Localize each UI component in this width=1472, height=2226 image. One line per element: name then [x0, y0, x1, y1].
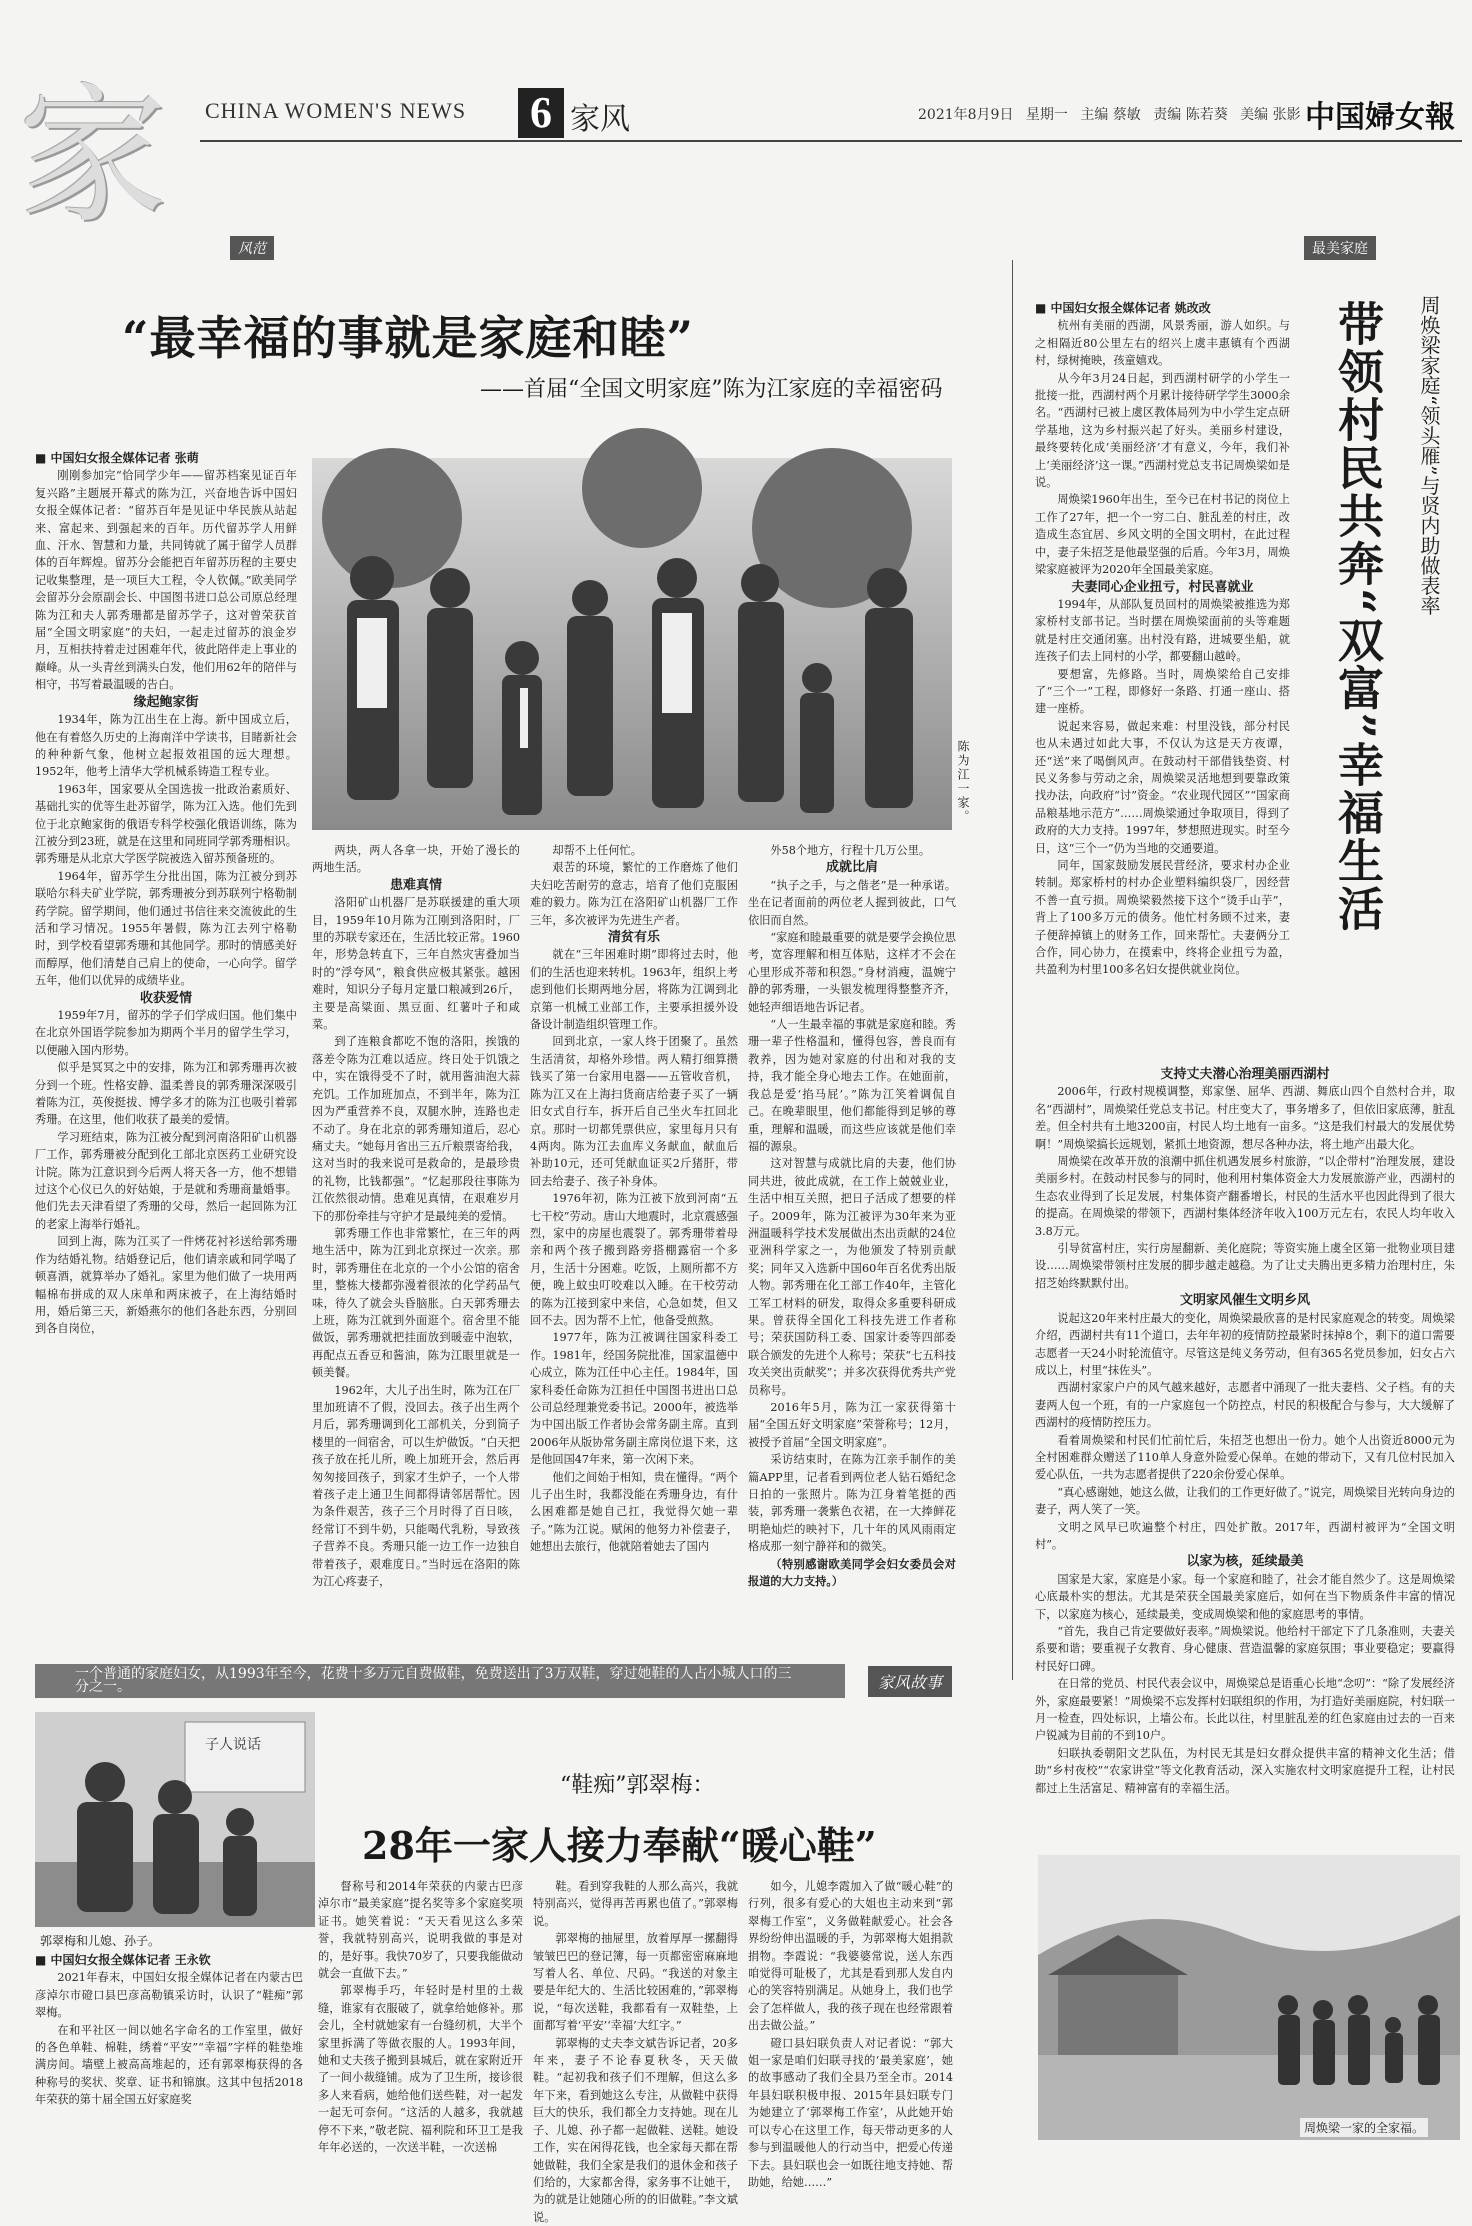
article-column-3: [530, 842, 738, 1636]
paragraph: 1976年初，陈为江被下放到河南“五七干校”劳动。唐山大地震时，北京震感强烈，家中的房屋也震裂了。郭秀珊带着母亲和两个孩子搬到路旁搭棚露宿一个多月，生活十分困难。吃饭，上厕所都不方便，晚上蚊虫叮咬难以入睡。在干校劳动的陈为江接到家中来信，心急如焚，但又回不去。因为帮不上忙，他备受煎熬。: [530, 1192, 738, 1327]
paragraph: 郭翠梅的抽屉里，放着厚厚一摞翻得皱皱巴巴的登记簿，每一页都密密麻麻地写着人名、单位、尺码。“我送的对象主要是年纪大的、生活比较困难的，”郭翠梅说，“每次送鞋，我都看有一双鞋垫，上面都写着‘平安’‘幸福’大红字。”: [533, 1932, 738, 2033]
story-column-2: [318, 1878, 523, 2155]
paragraph: 刚刚参加完“恰同学少年——留苏档案见证百年复兴路”主题展开幕式的陈为江，兴奋地告诉中国妇女报全媒体记者：“留苏百年是见证中华民族从站起来、富起来、到强起来的百年。历代留苏学人用鲜血、汗水、智慧和力量，共同铸就了属于留学人员群体的百年辉煌。留苏分会能把百年留苏历程的主要史记收集整理，是一项巨大工程，令人钦佩。”欧美同学会留苏分会原副会长、中国图书进口总公司原总经理陈为江和夫人郭秀珊都是留苏学子，这对曾荣获首届“全国文明家庭”的夫妇，一起走过留苏的浪金岁月，互相扶持着走过困难年代，彼此陪伴走上事业的巅峰。从一头青丝到满头白发，他们用62年的陪伴与相守，书写着最温暖的告白。: [35, 469, 297, 692]
section-heading: 收获爱情: [139, 990, 192, 1006]
story-column-4: [748, 1878, 953, 2189]
paragraph: “人一生最幸福的事就是家庭和睦。秀珊一辈子性格温和，懂得包容，善良而有教养，因为她对家庭的付出和对我的支持，我才能全身心地去工作。在她面前，我总是爱‘掐马屁’。”陈为江笑着调侃自己。在晚辈眼里，他们都能得到足够的尊重，理解和温暖，而这些应该就是他们幸福的源泉。: [748, 1018, 956, 1153]
paragraph: 郭翠梅手巧，年轻时是村里的土裁缝，谁家有衣服破了，就拿给她修补。那会儿，全村就她家有一台缝纫机，大半个家里拆满了等做衣服的人。1993年间，她和丈夫孩子搬到县城后，就在家附近开了一间小裁缝铺。成为了卫生所，接诊很多人来看病，她给他们送些鞋，对一起发一起无可奈何。“这活的人越多，我就越停不下来，”敬老院、福利院和环卫工是我年年必送的，一次送半鞋，一次送棉: [318, 1984, 523, 2155]
paper-english-name: CHINA WOMEN'S NEWS: [205, 98, 467, 123]
photo-caption: 陈为江一家。: [956, 740, 970, 824]
chief-editor: 主编 蔡敏: [1080, 107, 1141, 123]
paragraph: 2016年5月，陈为江一家获得第十届“全国五好文明家庭”荣誉称号；12月，被授予首届“全国文明家庭”。: [748, 1401, 956, 1449]
column-tag: 风范: [230, 236, 274, 260]
paragraph: 似乎是冥冥之中的安排，陈为江和郭秀珊再次被分到一个班。性格安静、温柔善良的郭秀珊深深吸引着陈为江，英俊挺拔、博学多才的陈为江也吸引着郭秀珊。在这里，他们收获了最美的爱情。: [35, 1061, 297, 1127]
article-column-2: [312, 842, 520, 1636]
paragraph: 文明之风早已吹遍整个村庄，四处扩散。2017年，西湖村被评为“全国文明村”。: [1035, 1520, 1455, 1551]
section-big-character: 家: [18, 70, 169, 244]
right-column-tag: 最美家庭: [1304, 236, 1376, 260]
paragraph: 要想富，先修路。当时，周焕梁给自己安排了“三个一”工程，即修好一条路、打通一座山、搭建一座桥。: [1035, 667, 1290, 716]
paragraph: 2006年，行政村规模调整，郑家堡、屈华、西湖、舞底山四个自然村合并，取名“西湖村”，周焕梁任党总支书记。村庄变大了，事务增多了，但依旧家底薄，脏乱差。但全村共有土地3200亩，村民人均土地有一亩多。“这是我们村最大的发展优势啊！”周焕梁搞长远规划，紧抓土地资源，想尽各种办法，将土地产出最大化。: [1035, 1085, 1455, 1151]
section-name: 家风: [570, 102, 630, 137]
paragraph: 就在“三年困难时期”即将过去时，他们的生活也迎来转机。1963年，组织上考虑到他们长期两地分居，将陈为江调到北京第一机械工业部工作，主要承担援外设备设计制造组织管理工作。: [530, 948, 738, 1032]
paragraph: 这对智慧与成就比肩的夫妻，他们协同共进，彼此成就，在工作上兢兢业业，生活中相互关照，把日子活成了想要的样子。2009年，陈为江被评为30年来为亚洲温暖科学技术发展做出杰出贡献的24位亚洲科学家之一，为他颁发了特别贡献奖；同年又入选新中国60年百名优秀出版人物。郭秀珊在化工部工作40年，主管化工军工材料的研发，取得众多重要科研成果。曾获得全国化工科技先进工作者称号；荣获国防科工委、国家计委等四部委联合颁发的先进个人称号；荣获“七五科技攻关突出贡献奖”；并多次获得优秀共产党员称号。: [748, 1157, 956, 1397]
paragraph: “首先，我自己肯定要做好表率。”周焕梁说。他给村干部定下了几条准则，夫妻关系要和谐；要重视子女教育、身心健康、营造温馨的家庭氛围；事业要稳定；要赢得村民好口碑。: [1035, 1625, 1455, 1673]
art-editor: 美编 张影: [1240, 107, 1301, 123]
story-photo: [35, 1712, 315, 1927]
right-title: 带领村民共奔“双富”幸福生活: [1331, 300, 1385, 933]
story-column-1: [35, 1952, 303, 2152]
column-divider: [1012, 260, 1013, 1680]
paragraph: 磴口县妇联负责人对记者说：“郭大姐一家是咱们妇联寻找的‘最美家庭’，她的故事感动了我们全县乃至全市。2014年县妇联积极申报、2015年县妇联专门为她建立了‘郭翠梅工作室’，从此她开始可以专心在这里工作，每天带动更多的人参与到温暖他人的行动当中，把爱心传递下去。县妇联也会一如既往地支持她、帮助她，给她……”: [748, 2036, 953, 2189]
story-column-tag: 家风故事: [868, 1666, 952, 1697]
paragraph: 学习班结束，陈为江被分配到河南洛阳矿山机器厂工作，郭秀珊被分配到化工部北京医药工业研究设计院。陈为江意识到今后两人将天各一方，他不想错过这个心仪已久的好姑娘，于是就和秀珊商量婚事。他们先去天津看望了秀珊的父母，然后一起回陈为江的老家上海举行婚礼。: [35, 1130, 297, 1231]
paragraph: 鞋。看到穿我鞋的人那么高兴，我就特别高兴，觉得再苦再累也值了。”郭翠梅说。: [533, 1880, 738, 1928]
paragraph: 周焕梁在改革开放的浪潮中抓住机遇发展乡村旅游，“以企带村”治理发展，建设美丽乡村。在鼓动村民参与的同时，他利用村集体资金大力发展旅游产业，西湖村的生态农业得到了长足发展，村集体资产翻番增长，村民的生活水平也因此得到了很大的提高。在周焕梁的带领下，西湖村集体经济年收入100万元左右，农民人均年收入3.8万元。: [1035, 1155, 1455, 1238]
paragraph: 他们之间始于相知，贵在懂得。“两个儿子出生时，我都没能在秀珊身边，有什么困难都是她自己扛，我觉得欠她一辈子。”陈为江说。赋闲的他努力补偿妻子，她想出去旅行，他就陪着她去了国内: [530, 1470, 738, 1554]
right-family-photo: [1038, 1855, 1460, 2140]
paragraph: 妇联执委朝阳文艺队伍，为村民无其是妇女群众提供丰富的精神文化生活；借助“乡村夜校”“农家讲堂”等文化教育活动，深入实施农村文明家庭提升工程，让村民都过上生活富足、精神富有的幸福生活。: [1035, 1746, 1455, 1795]
article-column-1: [35, 450, 297, 1636]
masthead-logo: 中国婦女報: [1305, 100, 1455, 135]
section-heading: 夫妻同心企业扭亏，村民喜就业: [1071, 579, 1254, 595]
paragraph: 1964年，留苏学生分批出国，陈为江被分到苏联哈尔科夫矿业学院，郭秀珊被分到苏联列宁格勒制药学院。留学期间，他们通过书信往来交流彼此的生活和学习情况。1955年暑假，陈为江去列宁格勒时，到学校看望郭秀珊和其他同学。那时的情感美好而醇厚，他们清楚自己肩上的使命，一心向学。留学五年，他们以优异的成绩毕业。: [35, 869, 297, 988]
section-heading: 患难真情: [389, 877, 442, 893]
header-rule: [200, 140, 1462, 142]
section-heading: 缘起鲍家街: [133, 694, 199, 710]
paragraph: 周焕梁1960年出生，至今已在村书记的岗位上工作了27年，把一个一穷二白、脏乱差的村庄，改造成生态宜居、乡风文明的全国文明村，在此过程中，妻子朱招芝是他最坚强的后盾。今年3月，周焕梁家庭被评为2020年全国最美家庭。: [1035, 493, 1290, 577]
article-title: “最幸福的事就是家庭和睦”: [122, 311, 694, 365]
paragraph: 1959年7月，留苏的学子们学成归国。他们集中在北京外国语学院参加为期两个半月的留学生学习，以便融入国内形势。: [35, 1009, 297, 1057]
paragraph: 两块，两人各拿一块，开始了漫长的两地生活。: [312, 844, 520, 875]
paragraph: 在和平社区一间以她名字命名的工作室里，做好的各色单鞋、棉鞋，绣着“平安”“幸福”字样的鞋垫堆满房间。墙壁上被高高堆起的，还有郭翠梅获得的各种称号的奖状、奖章、证书和锦旗。这其中包括2018年荣获的第十届全国五好家庭奖: [35, 2023, 303, 2107]
section-heading: 支持丈夫潜心治理美丽西湖村: [1160, 1067, 1330, 1082]
paragraph: “家庭和睦最重要的就是要学会换位思考，宽容理解和相互体贴，这样才不会在心里形成芥蒂和积怨。”身材消瘦，温婉宁静的郭秀珊，一头银发梳理得整整齐齐，她轻声细语地告诉记者。: [748, 931, 956, 1014]
section-heading: 清贫有乐: [607, 930, 660, 946]
right-byline: ■ 中国妇女报全媒体记者 姚改改: [1035, 300, 1290, 317]
paragraph: 2021年春末，中国妇女报全媒体记者在内蒙古巴彦淖尔市磴口县巴彦高勒镇采访时，认识了“鞋痴”郭翠梅。: [35, 1971, 303, 2020]
paragraph: 说起来容易，做起来难：村里没钱，部分村民也从未遇过如此大事，不仅认为这是天方夜谭，还“送”来了喝倒风声。在鼓动村干部借钱垫资、村民义务参与劳动之余，周焕梁灵活地想到要靠政策找办法，向政府“讨”资金。“农业现代园区”“国家商品粮基地示范方”……周焕梁通过争取项目，得到了政府的大力支持。1997年，梦想照进现实。时至今日，这“三个一”仍为当地的交通要道。: [1035, 719, 1290, 855]
story-column-3: [533, 1878, 738, 2224]
paragraph: 如今，儿媳李霞加入了做“暖心鞋”的行列，很多有爱心的大姐也主动来到“郭翠梅工作室”，义务做鞋献爱心。社会各界纷纷伸出温暖的手，为郭翠梅大姐捐款捐物。李霞说：“我婆婆常说，送人东西咱觉得可耻极了，尤其是看到那人发自内心的笑容特别满足。从她身上，我们也学会了怎样做人，我的孩子现在也经常跟着出去做公益。”: [748, 1880, 953, 2033]
paragraph: 1977年，陈为江被调往国家科委工作。1981年，经国务院批准，国家温德中心成立，陈为江任中心主任。1984年，国家科委任命陈为江担任中国图书进出口总公司总经理兼党委书记。2000年，被选举为中国出版工作者协会常务副主席。直到2006年从版协常务副主席岗位退下来，这是他回国47年来，第一次闲下来。: [530, 1331, 738, 1467]
paragraph: 郭秀珊工作也非常繁忙，在三年的两地生活中，陈为江到北京探过一次亲。那时，郭秀珊住在北京的一个小公馆的宿舍里，整栋大楼都弥漫着很浓的化学药品气味，待久了就会头昏脑胀。白天郭秀珊去上班，陈为江就到外面逛个。宿舍里不能做饭，郭秀珊就把挂面放到暖壶中泡软，再配点五香豆和酱油，陈为江眼里就是一顿美餐。: [312, 1226, 520, 1380]
paragraph: 说起这20年来村庄最大的变化，周焕梁最欣喜的是村民家庭观念的转变。周焕梁介绍，西湖村共有11个道口，去年年初的疫情防控最紧时抹掉8个，剩下的道口需要志愿者一天24小时轮流值守。尽管这是纯义务劳动，但有365名党员参加，妇女占六成以上，村里“抹佐头”。: [1035, 1311, 1455, 1377]
paragraph: 1994年，从部队复员回村的周焕梁被推选为郑家桥村支部书记。当时摆在周焕梁面前的头等难题就是村庄交通闭塞。出村没有路，进城要坐船，就连孩子们去上同村的小学，都要翻山越岭。: [1035, 597, 1290, 664]
article-column-4: [748, 842, 956, 1636]
paragraph: 看着周焕梁和村民们忙前忙后，朱招芝也想出一份力。她个人出资近8000元为全村困难群众赠送了110单人身意外险爱心保单。在她的带动下，又有几位村民加入爱心队伍，一共为志愿者提供了220余份爱心保单。: [1035, 1433, 1455, 1482]
header-info: [918, 104, 1309, 124]
story-photo-caption: 郭翠梅和儿媳、孙子。: [40, 1934, 161, 1948]
paragraph: 引导贫富村庄，实行房屋翻新、美化庭院；等资实施上虞全区第一批物业项目建设……周焕梁带领村庄发展的脚步越走越稳。为了让丈夫腾出更多精力治理村庄，朱招芝始终默默付出。: [1035, 1242, 1455, 1290]
right-kicker: 周焕梁家庭“领头雁”与贤内助做表率: [1417, 295, 1441, 616]
paragraph: 到了连粮食都吃不饱的洛阳，挨饿的落差令陈为江难以适应。终日处于饥饿之中，实在饿得受不了时，就用酱油泡大蒜充饥。工作加班加点，不到半年，陈为江因为严重营养不良，双腿水肿，连路也走不动了。身在北京的郭秀珊知道后，忍心痛丈夫。“她每月省出三五斤粮票寄给我，这对当时的我来说可是救命的，是最珍贵的礼物，比钱都强”。“忆起那段往事陈为江依然很动情。患难见真情，在艰难岁月下的那份牵挂与守护才是最纯美的爱情。: [312, 1035, 520, 1223]
page-number: 6: [518, 88, 564, 138]
story-photo-illustration: [35, 1712, 315, 1927]
paragraph: 回到北京，一家人终于团聚了。虽然生活清贫，却格外珍惜。两人精打细算攒钱买了第一台家用电器——五管收音机，陈为江又在上海扫货商店给妻子买了一辆旧女式自行车，拆开后自己坐火车扛回北京。那时一切都凭票供应，家里每月只有4两肉。陈为江去血库义务献血，献血后补助10元，还可凭献血证买2斤猪肝，带回去给妻子、孩子补身体。: [530, 1035, 738, 1188]
paragraph: 杭州有美丽的西湖，风景秀丽，游人如织。与之相隔近80公里左右的绍兴上虞丰惠镇有个西湖村，绿树掩映，孩童嬉戏。: [1035, 319, 1290, 368]
story-photo-sign: 子人说话: [205, 1737, 261, 1753]
paragraph: 1963年，国家要从全国选拔一批政治素质好、基础扎实的优等生赴苏留学，陈为江入选。他们先到位于北京鲍家街的俄语专科学校强化俄语训练，陈为江被分到23班，就是在这里和同班同学郭秀珊相识。郭秀珊是从北京大学医学院被选入留苏预备班的。: [35, 782, 297, 866]
story-byline: ■ 中国妇女报全媒体记者 王永钦: [35, 1952, 303, 1969]
family-photo: [312, 458, 952, 830]
issue-date: 2021年8月9日: [918, 107, 1014, 123]
paragraph: 同年，国家鼓励发展民营经济，要求村办企业转制。郑家桥村的村办企业塑料编织袋厂，因经营不善一直亏损。周焕梁毅然接下这个“烫手山芋”，背上了100多万元的债务。他忙村务顾不过来，妻子便辞掉镇上的财务工作，回来帮忙。夫妻俩分工合作，同心协力，在摸索中，终将企业扭亏为盈，共盈利为村里100多名妇女提供就业岗位。: [1035, 859, 1290, 977]
paragraph: 洛阳矿山机器厂是苏联援建的重大项目，1959年10月陈为江刚到洛阳时，厂里的苏联专家还在，生活比较正常。1960年，形势急转直下，三年自然灾害叠加当时的“浮夸风”，粮食供应极其紧张。越困难时，知识分子每月定量口粮减到26斤，主要是高粱面、黑豆面、红薯叶子和咸菜。: [312, 896, 520, 1032]
paragraph: 回到上海，陈为江买了一件烤花衬衫送给郭秀珊作为结婚礼物。结婚登记后，他们请亲戚和同学喝了顿喜酒，就算举办了婚礼。家里为他们做了一块用两幅棉布拼成的双人床单和两床被子，在上海结婚时用，婚后第三天，新婚燕尔的他们各赴东西，分别回到各自岗位，: [35, 1235, 297, 1336]
acknowledgement-note: （特别感谢欧美同学会妇女委员会对报道的大力支持。）: [748, 1556, 956, 1589]
right-photo-caption: 周焕梁一家的全家福。: [1300, 2118, 1428, 2137]
story-kicker: “鞋痴”郭翠梅：: [560, 1773, 715, 1798]
family-photo-illustration: [312, 458, 952, 830]
paragraph: 采访结束时，在陈为江亲手制作的美篇APP里，记者看到两位老人钻石婚纪念日拍的一张照片。陈为江身着笔挺的西装，郭秀珊一袭紫色衣裙，在一大捧鲜花明艳灿烂的映衬下，几十年的风风雨雨定格成那一刻宁静祥和的微笑。: [748, 1453, 956, 1554]
section-heading: 以家为核，延续最美: [1186, 1554, 1304, 1570]
paragraph: 督称号和2014年荣获的内蒙古巴彦淖尔市“最美家庭”提名奖等多个家庭奖项证书。她笑着说：“天天看见这么多荣誉，我就特别高兴，说明我做的事是对的，是好事。我快70岁了，只要我能做动就会一直做下去。”: [318, 1880, 523, 1981]
duty-editor: 责编 陈若葵: [1153, 107, 1228, 123]
paragraph: 西湖村家家户户的风气越来越好，志愿者中涌现了一批夫妻档、父子档。有的夫妻两人包一个班，有的一户家庭包一个防控点，村民的积极配合与参与，大大缓解了西湖村的疫情防控压力。: [1035, 1381, 1455, 1430]
paragraph: “执子之手，与之偕老”是一种承诺。坐在记者面前的两位老人握到彼此，口气依旧而自然。: [748, 878, 956, 927]
right-family-photo-illustration: [1038, 1855, 1460, 2140]
paragraph: “真心感谢她，她这么做，让我们的工作更好做了。”说完，周焕梁目光转向身边的妻子，两人笑了一笑。: [1035, 1485, 1455, 1517]
paragraph: 在日常的党员、村民代表会议中，周焕梁总是语重心长地“念叨”：“除了发展经济外，家庭最要紧！”周焕梁不忘发挥村妇联组织的作用，为打造好美丽庭院，村妇联一月一检查，四处标识，上墙公布。长此以往，村里脏乱差的红色家庭由过去的一百来户锐减为目前的不到10户。: [1035, 1677, 1455, 1743]
section-heading: 文明家风催生文明乡风: [1179, 1293, 1310, 1309]
issue-weekday: 星期一: [1025, 107, 1068, 123]
paragraph: 艰苦的环境，繁忙的工作磨炼了他们夫妇吃苦耐劳的意志，培育了他们克服困难的毅力。陈为江在洛阳矿山机器厂工作三年，多次被评为先进生产者。: [530, 861, 738, 927]
article-subtitle: ——首届“全国文明家庭”陈为江家庭的幸福密码: [480, 377, 943, 402]
paragraph: 1962年，大儿子出生时，陈为江在厂里加班请不了假，没回去。孩子出生两个月后，郭秀珊调到化工部机关，分到筒子楼里的一间宿舍，可以生炉做饭。“白天把孩子放在托儿所，晚上加班开会，然后再匆匆接回孩子，到家才生炉子，一个人带着孩子走上通卫生间都得请邻居帮忙。因为条件艰苦，孩子三个月时得了百日咳，经常订不到牛奶，只能喝代乳粉，导致孩子营养不良。秀珊只能一边工作一边独自带着孩子，艰难度日。”当时远在洛阳的陈为江心疼妻子，: [312, 1383, 520, 1589]
section-heading: 成就比肩: [825, 860, 878, 876]
paragraph: 1934年，陈为江出生在上海。新中国成立后，他在有着悠久历史的上海南洋中学读书，目睹新社会的种种新气象，他树立起报效祖国的远大理想。1952年，他考上清华大学机械系铸造工程专业。: [35, 713, 297, 779]
paragraph: 从今年3月24日起，到西湖村研学的小学生一批接一批，西湖村两个月累计接待研学学生3000余名。“西湖村已被上虞区教体局列为中小学生定点研学基地，这为乡村振兴起了好头。美丽乡村建设，最终要转化成‘美丽经济’才有意义，今年，我们补上‘美丽经济’这一课。”西湖村党总支书记周焕梁如是说。: [1035, 371, 1290, 490]
right-column-bottom: [1035, 1066, 1455, 1848]
story-title: 28年一家人接力奉献“暖心鞋”: [362, 1823, 877, 1868]
article-byline: ■ 中国妇女报全媒体记者 张萌: [35, 450, 297, 467]
paragraph: 国家是大家，家庭是小家。每一个家庭和睦了，社会才能自然少了。这是周焕梁心底最朴实的想法。尤其是荣获全国最美家庭后，如何在当下物质条件丰富的情况下，以家庭为核心，延续最美，变成周焕梁和他的家庭思考的事情。: [1035, 1572, 1455, 1621]
paragraph: 外58个地方，行程十几万公里。: [770, 844, 931, 857]
story-banner: 一个普通的家庭妇女，从1993年至今，花费十多万元自费做鞋，免费送出了3万双鞋，穿过她鞋的人占小城人口的三分之一。: [35, 1664, 845, 1698]
right-column-top: [1035, 300, 1290, 1060]
paragraph: 却帮不上任何忙。: [552, 844, 642, 857]
paragraph: 郭翠梅的丈夫李文斌告诉记者，20多年来，妻子不论春夏秋冬，天天做鞋。“起初我和孩子们不理解，但这么多年下来，看到她这么专注，从做鞋中获得巨大的快乐，我们都全力支持她。现在儿子、儿媳、孙子都一起做鞋、送鞋。她设工作，实在闲得花钱，也全家每天都在帮她做鞋，我们全家是我们的退休金和孩子们给的，大家都舍得，家务事不让她干，为的就是让她随心所的的旧做鞋。”李文斌说。: [533, 2036, 738, 2224]
